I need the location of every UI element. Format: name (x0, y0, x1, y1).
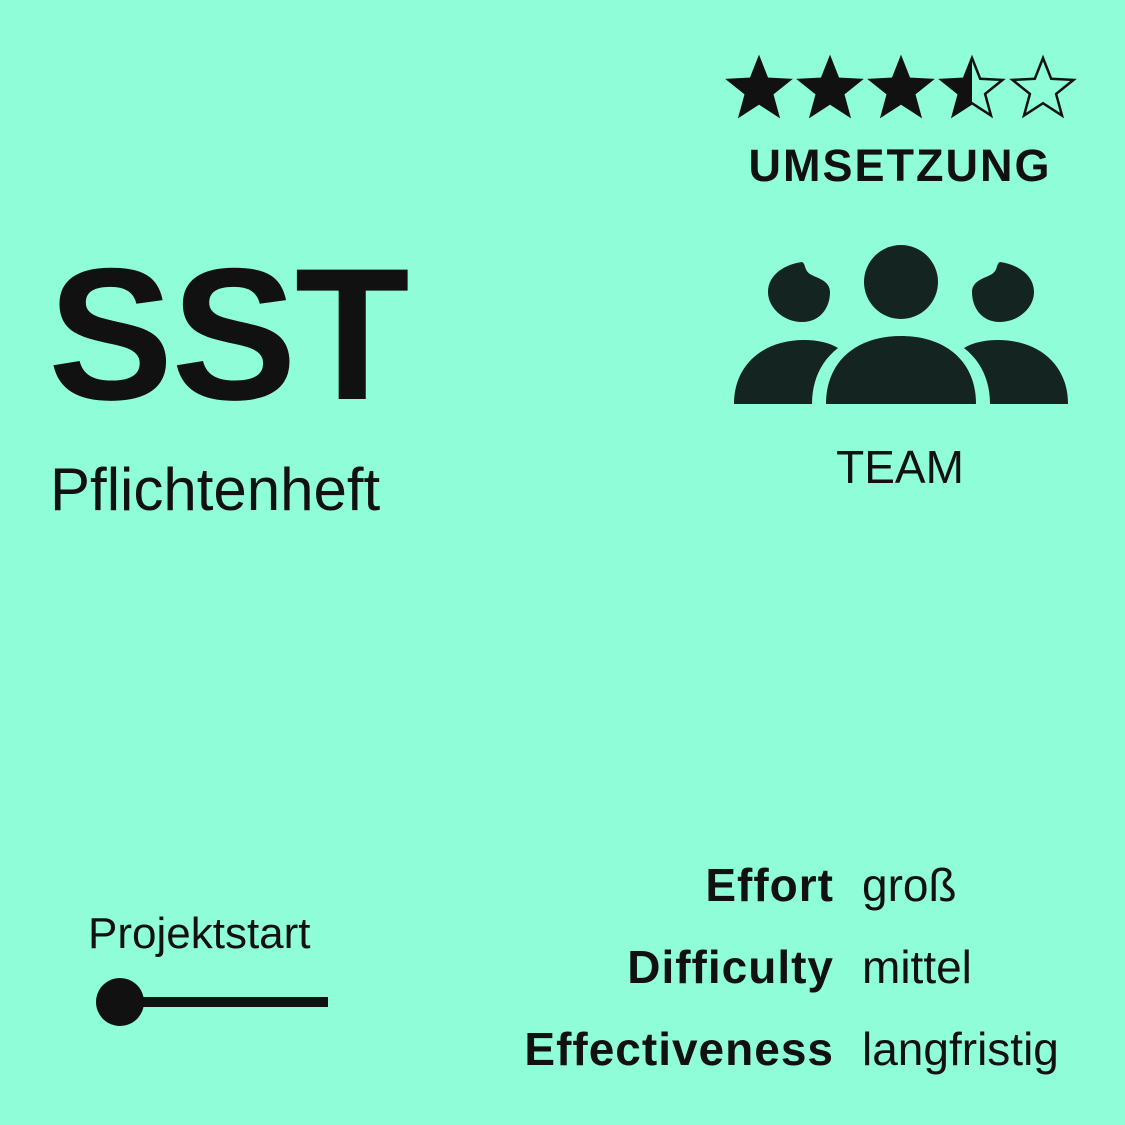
metric-label: Effort (705, 859, 834, 911)
metric-value: groß (862, 859, 957, 911)
method-abbreviation: SST (48, 229, 408, 439)
timeline-label: Projektstart (88, 909, 311, 958)
team-icon (734, 244, 1068, 406)
metric-label: Difficulty (627, 941, 834, 993)
metric-value: langfristig (862, 1023, 1059, 1075)
timeline-marker (96, 978, 144, 1026)
star-icon (866, 54, 936, 124)
star-icon (937, 54, 1007, 124)
timeline-track (120, 997, 328, 1007)
timeline-indicator (96, 978, 330, 1026)
metric-row-difficulty (480, 940, 1100, 1022)
metric-row-effectiveness (480, 1022, 1100, 1104)
star-icon (795, 54, 865, 124)
metrics-list (480, 858, 1100, 1104)
team-label: TEAM (836, 441, 964, 493)
method-name: Pflichtenheft (50, 456, 381, 523)
metric-value: mittel (862, 941, 972, 993)
phase-label: UMSETZUNG (748, 140, 1052, 191)
metric-row-effort (480, 858, 1100, 940)
rating-stars (724, 54, 1078, 124)
metric-label: Effectiveness (524, 1023, 834, 1075)
star-icon (1008, 54, 1078, 124)
star-icon (724, 54, 794, 124)
